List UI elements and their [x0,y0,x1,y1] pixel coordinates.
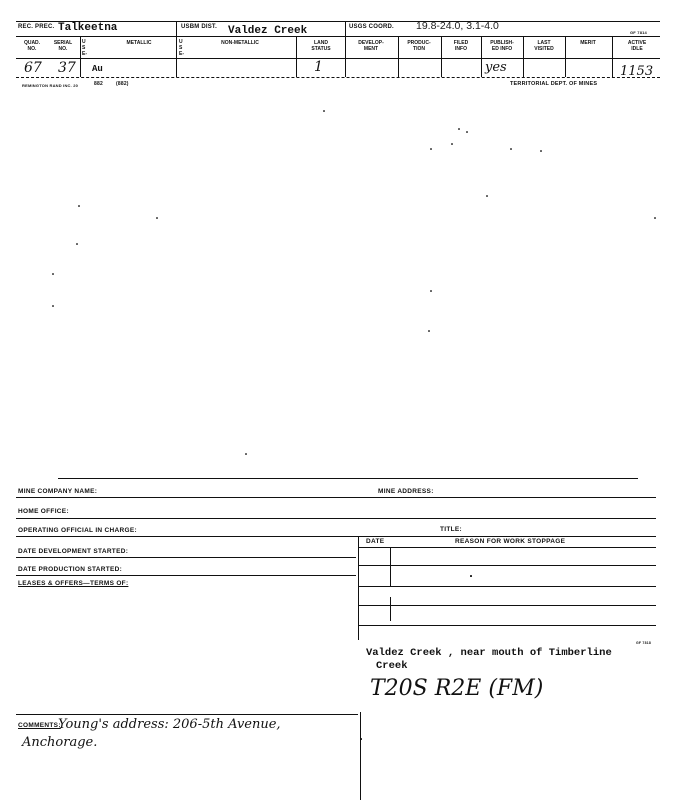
col-filed-info: FILED INFO [453,40,469,52]
printer-code: 882 [94,81,103,87]
slip-location-line-2: Creek [376,660,408,672]
comments-text-line-2: Anchorage. [22,735,98,750]
printer-code-2: (882) [116,81,129,87]
date-column-header: DATE [366,538,385,545]
col-land-status: LAND STATUS [311,40,331,52]
col-last-visited: LAST VISITED [534,40,554,52]
published-info-value: yes [485,60,507,75]
production-started-label: DATE PRODUCTION STARTED: [18,566,123,573]
usbm-dist-label: USBM DIST. [181,24,218,30]
col-serial-no: SERIAL NO. [53,40,73,52]
col-published-info: PUBLISH- ED INFO [490,40,514,52]
slip-location-line-1: Valdez Creek , near mouth of Timberline [366,647,612,659]
rec-prec-label: REC. PREC. [18,24,55,30]
title-label: TITLE: [440,526,463,533]
department-name: TERRITORIAL DEPT. OF MINES [510,81,598,87]
development-started-label: DATE DEVELOPMENT STARTED: [18,548,129,555]
col-metallic: METALLIC [126,40,152,46]
operating-official-label: OPERATING OFFICIAL IN CHARGE: [18,527,137,534]
land-status-value: 1 [314,59,323,75]
slip-form-number: GF 7818 [636,641,652,645]
col-active-idle: ACTIVE IDLE [627,40,647,52]
slip-township-range: T20S R2E (FM) [370,676,544,701]
reason-column-header: REASON FOR WORK STOPPAGE [455,538,566,545]
quad-number: 67 [24,60,42,76]
header-form-number: GF 7814 [630,30,647,35]
usgs-coord-value: 19.8-24.0, 3.1-4.0 [416,20,499,32]
active-idle-value: 1153 [620,64,654,79]
col-nonmetallic-marker: U S E- [179,39,184,57]
usgs-coord-label: USGS COORD. [349,24,394,30]
leases-offers-label: LEASES & OFFERS—TERMS OF: [18,580,129,587]
comments-text-line-1: Young's address: 206-5th Avenue, [58,717,281,732]
col-metallic-marker: U S E- [82,39,87,57]
col-nonmetallic: NON-METALLIC [221,40,259,46]
usbm-dist-value: Valdez Creek [228,25,308,37]
serial-number: 37 [58,60,76,76]
printer-name: REMINGTON RAND INC. 20 [22,83,79,88]
col-merit: MERIT [580,40,596,46]
mine-company-name-label: MINE COMPANY NAME: [18,488,98,495]
col-quad-no: QUAD. NO. [23,40,41,52]
col-production: PRODUC- TION [407,40,431,52]
col-development: DEVELOP- MENT [358,40,384,52]
rec-prec-value: Talkeetna [58,22,118,34]
home-office-label: HOME OFFICE: [18,508,69,515]
metallic-value: Au [92,64,103,74]
comments-label: COMMENTS: [18,722,61,729]
mine-address-label: MINE ADDRESS: [378,488,434,495]
